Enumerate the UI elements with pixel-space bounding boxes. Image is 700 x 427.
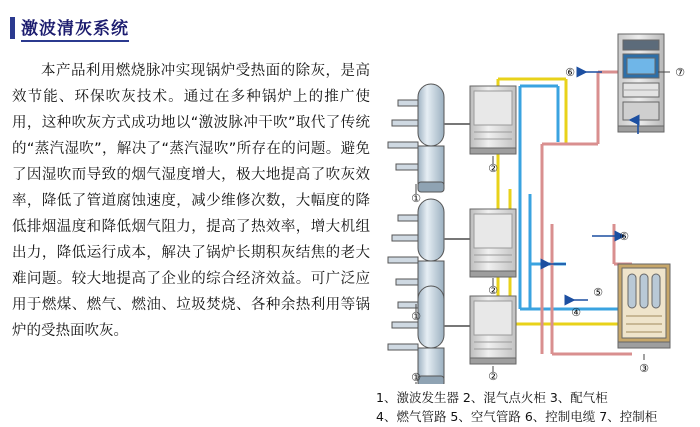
page-title [10,14,129,42]
legend-line-2: 4、燃气管路 5、空气管路 6、控制电缆 7、控制柜 [376,409,658,424]
callout-1-b: ① [411,310,421,323]
callout-2-b: ② [488,284,498,297]
callout-1-a: ① [411,192,421,205]
title-text: 激波清灰系统 [21,14,129,42]
callout-2-a: ② [488,162,498,175]
callout-4: ④ [571,306,581,319]
callout-6-b: ⑥ [619,230,629,243]
callout-6-a: ⑥ [565,66,575,79]
callout-2-c: ② [488,370,498,383]
callout-3: ③ [639,362,649,375]
legend [376,388,694,426]
title-accent-bar [10,17,15,39]
article-paragraph: 本产品利用燃烧脉冲实现锅炉受热面的除灰，是高效节能、环保吹灰技术。通过在多种锅炉上的推广使用，这种吹灰方式成功地以“激波脉冲干吹”取代了传统的“蒸汽湿吹”，解决了“蒸汽湿吹”所存在的问题。避免了因湿吹而导致的烟气湿度增大，极大地提高了吹灰效率，降低了管道腐蚀速度，减少维修次数，大幅度的降低排烟温度和降低烟气阻力，提高了热效率，增大机组出力，降低运行成本，解决了锅炉长期积灰结焦的老大难问题。较大地提高了企业的综合经济效益。可广泛应用于燃煤、燃气、燃油、垃圾焚烧、各种余热利用等锅炉的受热面吹灰。 [12,63,370,339]
system-schematic-diagram [370,24,695,384]
callout-1-c: ① [411,371,421,384]
callout-7: ⑦ [675,66,685,79]
legend-line-1: 1、激波发生器 2、混气点火柜 3、配气柜 [376,390,608,405]
callout-5: ⑤ [593,286,603,299]
